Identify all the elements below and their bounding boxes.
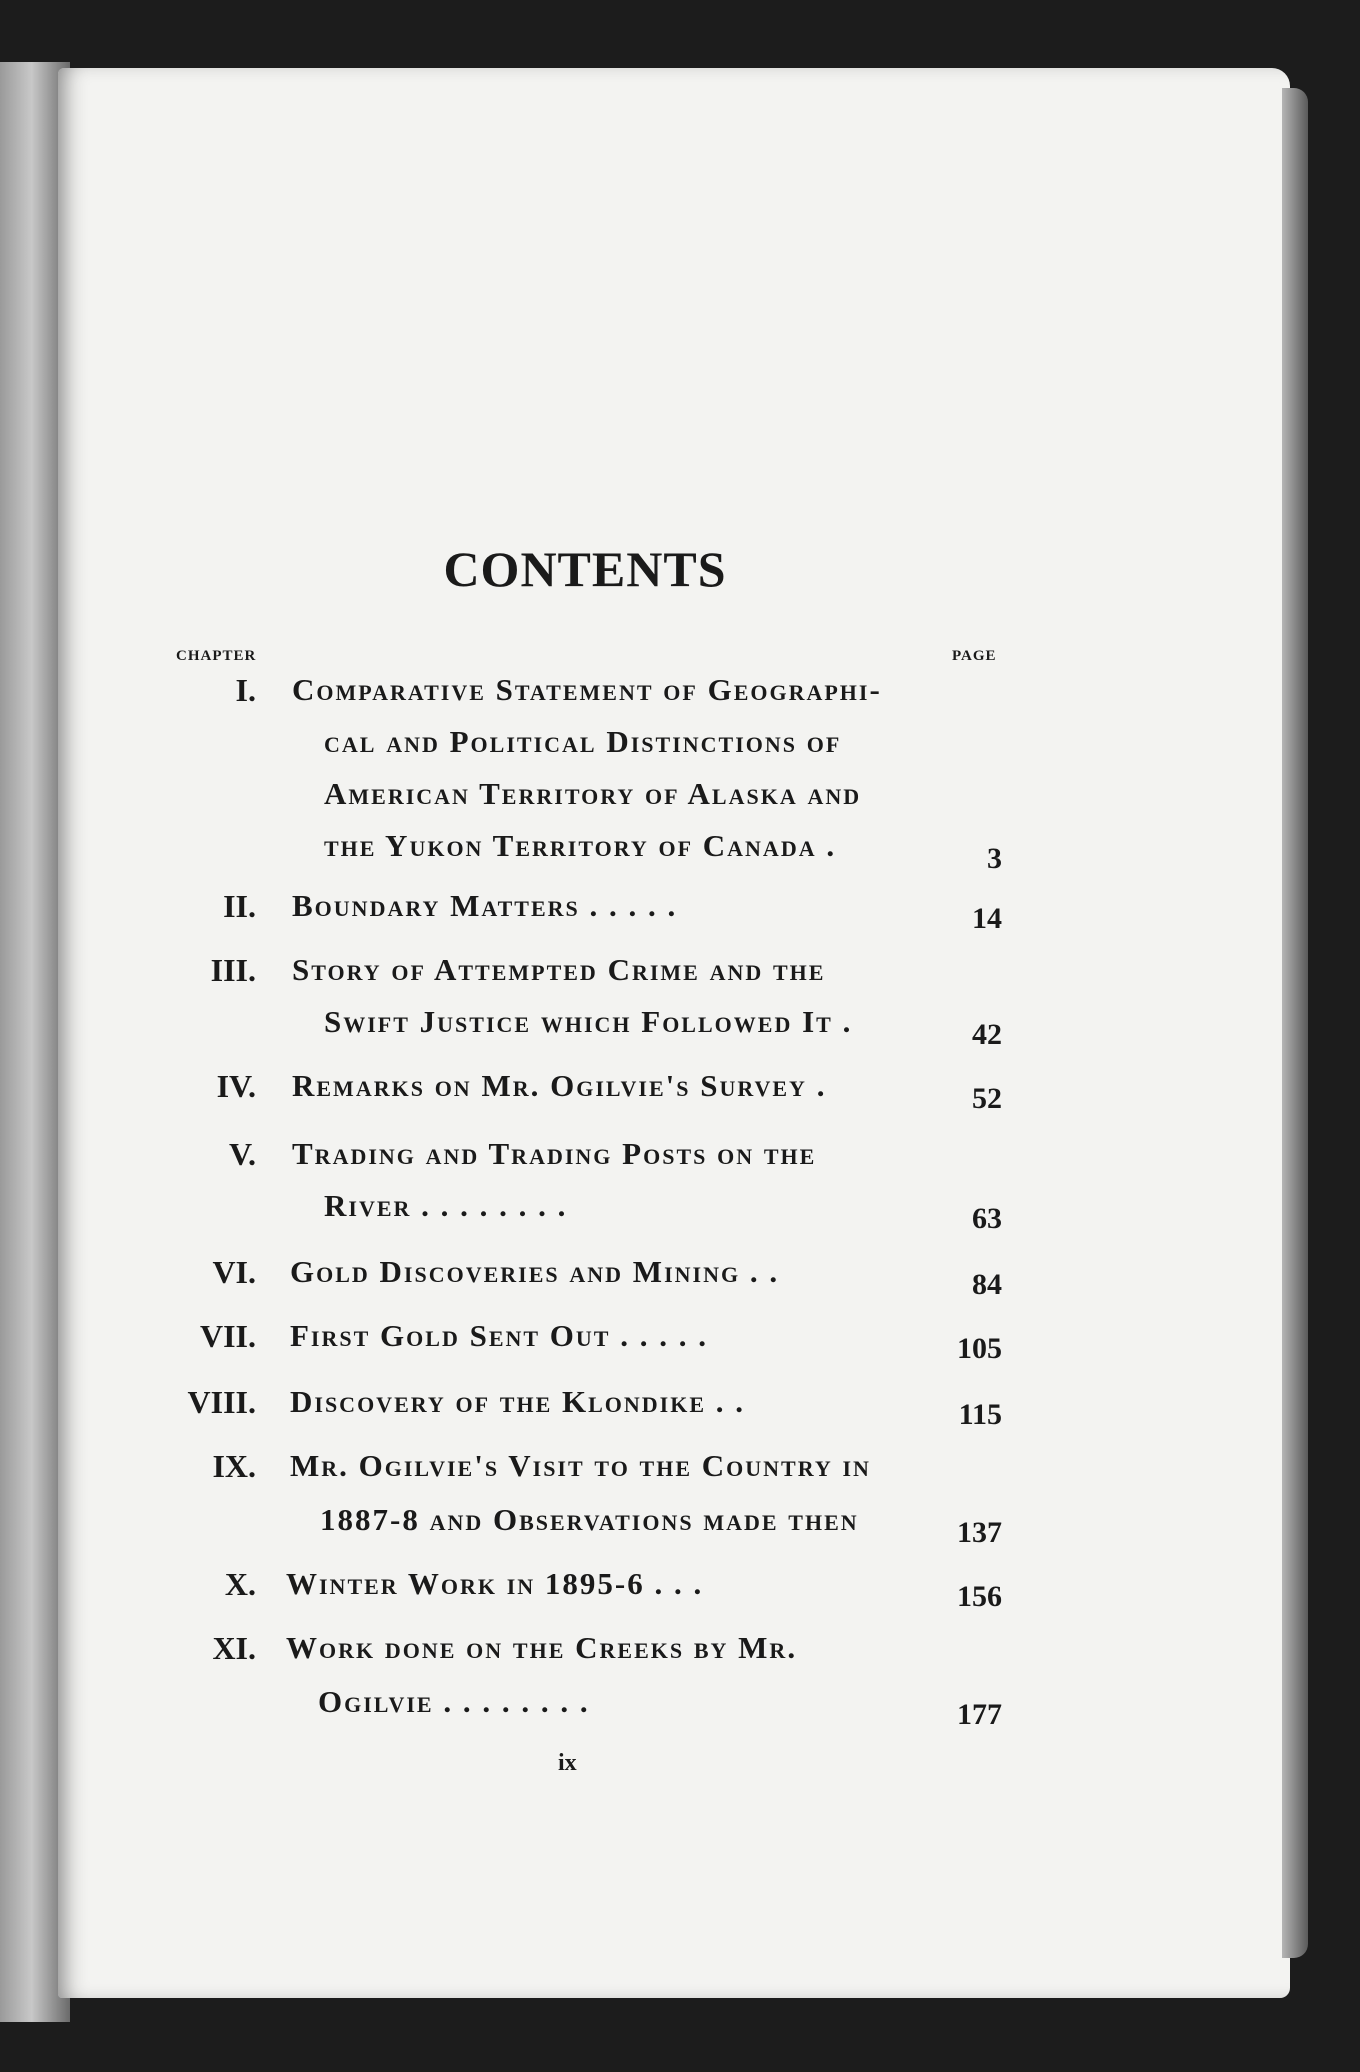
toc-entry-1-cont [0, 776, 1360, 832]
chapter-number: V. [229, 1136, 256, 1172]
chapter-title-line: 1887-8 and Observations made then [320, 1502, 859, 1537]
chapter-title-line: American Territory of Alaska and [324, 776, 862, 811]
chapter-number: VI. [212, 1254, 256, 1290]
toc-entry-1-cont [0, 724, 1360, 780]
page-number: 105 [957, 1332, 1002, 1365]
chapter-title-line: the Yukon Territory of Canada . [324, 828, 837, 863]
chapter-number: III. [210, 952, 256, 988]
chapter-number: IV. [216, 1068, 256, 1104]
toc-entry-7 [0, 1318, 1360, 1374]
toc-entry-5-cont [0, 1188, 1360, 1244]
toc-entry-6 [0, 1254, 1360, 1310]
toc-entry-3-cont [0, 1004, 1360, 1060]
chapter-title-line: Trading and Trading Posts on the [292, 1136, 817, 1171]
chapter-title-line: Work done on the Creeks by Mr. [286, 1630, 798, 1665]
page-number: 84 [972, 1268, 1002, 1301]
chapter-number: VIII. [187, 1384, 256, 1420]
page-number: 156 [957, 1580, 1002, 1613]
toc-entry-8 [0, 1384, 1360, 1440]
toc-entry-2 [0, 888, 1360, 944]
toc-entry-10 [0, 1566, 1360, 1622]
chapter-number: II. [223, 888, 256, 924]
page-number: 63 [972, 1202, 1002, 1235]
toc-entry-3 [0, 952, 1360, 1008]
toc-entry-11 [0, 1630, 1360, 1686]
page-number: 52 [972, 1082, 1002, 1115]
toc-entry-5 [0, 1136, 1360, 1192]
page-number: 3 [987, 842, 1002, 875]
chapter-title-line: Boundary Matters . . . . . [292, 888, 678, 923]
page-number: 137 [957, 1516, 1002, 1549]
page-number: 42 [972, 1018, 1002, 1051]
chapter-column-label: CHAPTER [176, 648, 257, 664]
page-folio: ix [558, 1750, 577, 1776]
chapter-title-line: Story of Attempted Crime and the [292, 952, 826, 987]
toc-entry-11-cont [0, 1684, 1360, 1740]
chapter-title-line: Winter Work in 1895-6 . . . [286, 1566, 704, 1601]
chapter-number: XI. [212, 1630, 256, 1666]
page-number: 115 [958, 1398, 1002, 1431]
chapter-title-line: Remarks on Mr. Ogilvie's Survey . [292, 1068, 827, 1103]
toc-entry-9-cont [0, 1502, 1360, 1558]
chapter-title-line: cal and Political Distinctions of [324, 724, 842, 759]
chapter-title-line: Swift Justice which Followed It . [324, 1004, 853, 1039]
toc-entry-1-cont [0, 828, 1360, 884]
chapter-number: IX. [212, 1448, 256, 1484]
chapter-title-line: Ogilvie . . . . . . . . [318, 1684, 590, 1719]
chapter-title-line: Gold Discoveries and Mining . . [290, 1254, 780, 1289]
page-number: 14 [972, 902, 1002, 935]
chapter-number: VII. [199, 1318, 256, 1354]
toc-entry-4 [0, 1068, 1360, 1124]
chapter-title-line: Mr. Ogilvie's Visit to the Country in [290, 1448, 871, 1483]
contents-title: CONTENTS [443, 541, 727, 597]
chapter-number: I. [235, 672, 256, 708]
chapter-title-line: Comparative Statement of Geographi- [292, 672, 882, 707]
toc-entry-9 [0, 1448, 1360, 1504]
page-column-label: PAGE [952, 648, 997, 664]
chapter-title-line: Discovery of the Klondike . . [290, 1384, 746, 1419]
chapter-title-line: First Gold Sent Out . . . . . [290, 1318, 708, 1353]
chapter-number: X. [224, 1566, 256, 1602]
toc-entry-1 [0, 672, 1360, 728]
chapter-title-line: River . . . . . . . . [324, 1188, 568, 1223]
page-number: 177 [957, 1698, 1002, 1731]
